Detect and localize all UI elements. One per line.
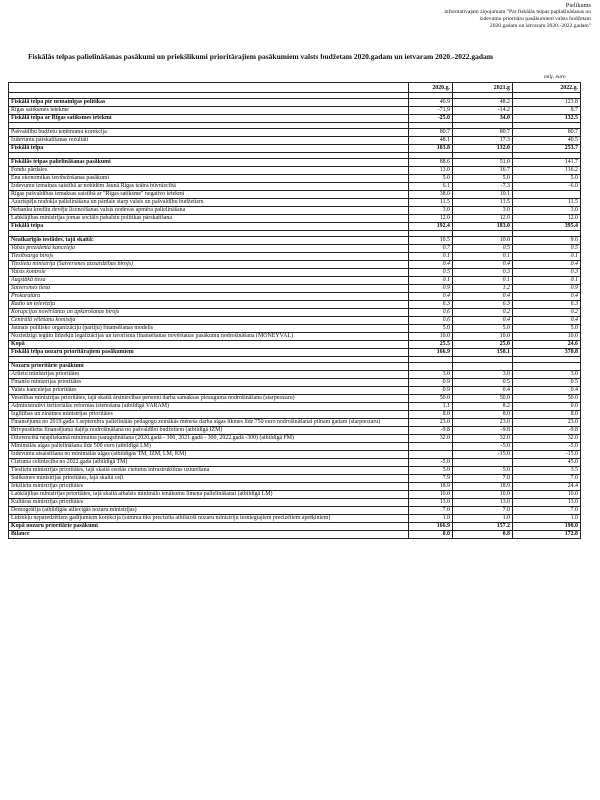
value-cell: 80.7: [513, 129, 581, 137]
row-label: Azartspēļu nodokļa palielināšana un pārdale starp valsts un pašvaldību budžetiem: [9, 199, 409, 207]
row-label: Ārlietu ministrijas prioritātes: [9, 371, 409, 379]
column-header: 2022.g.: [513, 83, 581, 93]
row-label: Cietuma celtniecība no 2022.gada (atbildīgā TM): [9, 459, 409, 467]
value-cell: 45.0: [513, 459, 581, 467]
value-cell: 48.1: [409, 137, 453, 145]
value-cell: 0.9: [409, 379, 453, 387]
value-cell: 16.7: [453, 167, 513, 175]
table-row: [9, 317, 581, 325]
document-title: Fiskālās telpas palielināšanas pasākumi un priekšlikumi prioritārajiem pasākumiem valsts budžetam 2020.gadam un ietvaram 2020.-2022.gadam: [28, 52, 494, 61]
value-cell: -25.0: [409, 115, 453, 123]
value-cell: 50.0: [409, 395, 453, 403]
value-cell: 1.1: [409, 403, 453, 411]
row-label: Labklājības ministrijas jomas sociālo pabalstu politikas pārskatīšana: [9, 215, 409, 223]
row-label: Korupcijas novēršanas un apkarošanas birojs: [9, 309, 409, 317]
table-row: [9, 107, 581, 115]
value-cell: 3.0: [409, 207, 453, 215]
value-cell: 3.0: [453, 207, 513, 215]
row-label: Neatkarīgās iestādes, tajā skaitā:: [9, 237, 409, 245]
value-cell: 5.0: [453, 175, 513, 183]
header-line-3: izdevumu prioritāro pasākumiem valsts budžetam: [479, 16, 591, 22]
value-cell: 6.3: [513, 301, 581, 309]
value-cell: 1.2: [453, 285, 513, 293]
table-row: [9, 395, 581, 403]
value-cell: -7.3: [453, 183, 513, 191]
table-row: [9, 293, 581, 301]
value-cell: 0.2: [453, 309, 513, 317]
row-label: Fiskālā telpa: [9, 145, 409, 153]
value-cell: 8.2: [453, 403, 513, 411]
column-header: [9, 83, 409, 93]
value-cell: 10.5: [409, 237, 453, 245]
value-cell: 8.0: [409, 411, 453, 419]
value-cell: 123.8: [513, 99, 581, 107]
row-label: Diferencētā neapliekamā minimuma paaugstināšana (2020.gadā - 300, 2021.gadā - 300, 2022.gadā -300) (atbildīgā FM): [9, 435, 409, 443]
value-cell: -9.8: [513, 427, 581, 435]
value-cell: 132.5: [513, 115, 581, 123]
value-cell: 0.6: [409, 317, 453, 325]
value-cell: 0.7: [409, 245, 453, 253]
value-cell: 5.0: [513, 175, 581, 183]
value-cell: 116.2: [513, 167, 581, 175]
value-cell: 0.8: [453, 531, 513, 539]
document-header: [444, 2, 591, 30]
table-row: [9, 183, 581, 191]
value-cell: 46.9: [409, 99, 453, 107]
value-cell: 0.5: [409, 269, 453, 277]
row-label: Izglītības un zinātnes ministrijas prioritātes: [9, 411, 409, 419]
value-cell: 0.5: [513, 379, 581, 387]
value-cell: 103.8: [409, 145, 453, 153]
value-cell: -14.2: [453, 107, 513, 115]
row-label: Minimālās algas palielināšana līdz 500 euro (atbildīgā LM): [9, 443, 409, 451]
value-cell: 12.0: [453, 215, 513, 223]
value-cell: 0.4: [513, 261, 581, 269]
value-cell: 5.0: [513, 325, 581, 333]
header-line-4: 2020.gadam un ietvaram 2020.-2022.gadam": [489, 23, 591, 29]
value-cell: 80.7: [409, 129, 453, 137]
value-cell: 0.1: [513, 253, 581, 261]
value-cell: [409, 443, 453, 451]
value-cell: -15.0: [513, 451, 581, 459]
row-label: Izdevumu pārskatīšanas rezultāti: [9, 137, 409, 145]
row-label: Noziedzīgi iegūtu līdzekļu legalizācijas un terorisma finansēšanas novēršanas pasākumu nodrošināšana (MONEYVAL): [9, 333, 409, 341]
table-row: [9, 99, 581, 107]
table-row: [9, 483, 581, 491]
row-label: Rīgas pašvaldības iemaksas saistībā ar "Rīgas satiksme" negatīvo ietekmi: [9, 191, 409, 199]
value-cell: 24.6: [513, 341, 581, 349]
value-cell: 10.0: [453, 333, 513, 341]
row-label: Augstākā tiesa: [9, 277, 409, 285]
row-label: Tieslietu ministrija (Satversmes aizsardzības birojs): [9, 261, 409, 269]
table-row: [9, 145, 581, 153]
value-cell: 0.4: [453, 317, 513, 325]
value-cell: 0.3: [513, 269, 581, 277]
value-cell: 10.0: [453, 237, 513, 245]
row-label: Iekšlietu ministrijas prioritātes: [9, 483, 409, 491]
row-label: Fiskālās telpas palielināšanas pasākumi: [9, 159, 409, 167]
row-label: Kopā nozaru prioritārie pasākumi: [9, 523, 409, 531]
value-cell: 80.7: [453, 129, 513, 137]
row-label: Nebanku kredītu devēju licencēšanas valsts nodevas apmēra palielināšana: [9, 207, 409, 215]
row-label: Izdevumu izmaiņas saistībā ar nobīdēm Jaunā Rīgas teātra būvniecībā: [9, 183, 409, 191]
table-row: [9, 237, 581, 245]
value-cell: [409, 451, 453, 459]
value-cell: 0.1: [453, 253, 513, 261]
value-cell: 3.0: [453, 371, 513, 379]
value-cell: -15.0: [453, 451, 513, 459]
value-cell: 0.1: [513, 277, 581, 285]
value-cell: 88.6: [409, 159, 453, 167]
value-cell: 11.5: [513, 199, 581, 207]
value-cell: 5.0: [409, 175, 453, 183]
value-cell: 50.0: [453, 395, 513, 403]
table-row: [9, 435, 581, 443]
unit-label: milj. euro: [544, 74, 566, 80]
value-cell: 32.0: [513, 435, 581, 443]
table-row: [9, 507, 581, 515]
value-cell: 253.7: [513, 145, 581, 153]
table-row: [9, 129, 581, 137]
value-cell: 51.0: [453, 159, 513, 167]
value-cell: 1.0: [513, 515, 581, 523]
table-row: [9, 371, 581, 379]
table-row: [9, 419, 581, 427]
row-label: Centrālā vēlēšanu komisija: [9, 317, 409, 325]
value-cell: [513, 191, 581, 199]
value-cell: 0.5: [453, 245, 513, 253]
value-cell: 6.3: [453, 301, 513, 309]
value-cell: 10.0: [453, 491, 513, 499]
value-cell: 10.1: [453, 191, 513, 199]
row-label: Labklājības ministrijas prioritātes, tajā skaitā atbalsts minimālo ienākumu līmeņa palielināšanai (atbildīgā LM): [9, 491, 409, 499]
value-cell: 141.7: [513, 159, 581, 167]
table-body: [9, 93, 581, 539]
row-label: Administratīvi teritoriālās reformas īstenošana (atbildīgā VARAM): [9, 403, 409, 411]
table-row: [9, 531, 581, 539]
value-cell: [513, 363, 581, 371]
value-cell: 32.0: [453, 435, 513, 443]
value-cell: 3.0: [513, 371, 581, 379]
value-cell: 0.4: [513, 387, 581, 395]
value-cell: 5.0: [409, 325, 453, 333]
value-cell: 0.9: [409, 387, 453, 395]
value-cell: 172.8: [513, 531, 581, 539]
value-cell: -71.9: [409, 107, 453, 115]
value-cell: 11.5: [409, 199, 453, 207]
value-cell: 7.0: [453, 507, 513, 515]
table-row: [9, 349, 581, 357]
value-cell: 0.6: [409, 309, 453, 317]
table-row: [9, 427, 581, 435]
value-cell: [453, 459, 513, 467]
table-row: [9, 159, 581, 167]
table-row: [9, 175, 581, 183]
table-row: [9, 137, 581, 145]
value-cell: 25.0: [453, 341, 513, 349]
value-cell: 0.4: [513, 293, 581, 301]
table-row: [9, 215, 581, 223]
row-label: Enu ekonomikas ierobežošanas pasākumi: [9, 175, 409, 183]
value-cell: 8.0: [453, 411, 513, 419]
table-header-row: [9, 83, 581, 93]
value-cell: -6.0: [513, 183, 581, 191]
value-cell: 34.0: [453, 115, 513, 123]
value-cell: -5.0: [513, 443, 581, 451]
table-row: [9, 199, 581, 207]
value-cell: 0.4: [453, 261, 513, 269]
value-cell: 0.4: [453, 293, 513, 301]
value-cell: 8.7: [513, 107, 581, 115]
row-label: Fiskālā telpa nozaru prioritārajiem pasākumiem: [9, 349, 409, 357]
table-row: [9, 411, 581, 419]
value-cell: 3.5: [513, 467, 581, 475]
row-label: Fiskālā telpa: [9, 223, 409, 231]
row-label: Satversmes tiesa: [9, 285, 409, 293]
value-cell: 9.6: [513, 237, 581, 245]
table-row: [9, 451, 581, 459]
table-row: [9, 325, 581, 333]
row-label: Izdevumu atsaistīšana no minimālās algas (atbildīgās TM, IZM, LM, KM): [9, 451, 409, 459]
table-row: [9, 167, 581, 175]
row-label: Tieslietu ministrijas prioritātes, tajā skaitā esošās cietumu infrastruktūras uzturēšana: [9, 467, 409, 475]
row-label: Prokuratūra: [9, 293, 409, 301]
row-label: Līdzekļu neparedzētiem gadījumiem korekcija (summa tiks precizēta atbilstoši nozaru ministriju iesniegtajiem precizētiem aprēķiniem): [9, 515, 409, 523]
value-cell: -5.0: [453, 443, 513, 451]
value-cell: 7.0: [513, 475, 581, 483]
value-cell: 192.4: [409, 223, 453, 231]
value-cell: 0.4: [409, 293, 453, 301]
value-cell: 48.2: [453, 99, 513, 107]
value-cell: 0.4: [513, 317, 581, 325]
row-label: Valsts prezidenta kanceleja: [9, 245, 409, 253]
value-cell: 17.3: [453, 137, 513, 145]
table-row: [9, 191, 581, 199]
row-label: Finansējums no 2019.gada 1.septembra palielinātās pedagogu zemākās mēneša darba algas likmes līdz 750 euro nodrošināšanai pilnam gadam (starpnozaru): [9, 419, 409, 427]
value-cell: 6.1: [409, 183, 453, 191]
value-cell: [409, 363, 453, 371]
value-cell: [453, 363, 513, 371]
table-row: [9, 333, 581, 341]
value-cell: -9.8: [409, 427, 453, 435]
value-cell: -5.0: [409, 459, 453, 467]
value-cell: 198.0: [513, 523, 581, 531]
value-cell: 0.9: [409, 285, 453, 293]
value-cell: 183.0: [453, 223, 513, 231]
value-cell: 1.0: [409, 515, 453, 523]
row-label: Nozaru prioritārie pasākumi: [9, 363, 409, 371]
table-row: [9, 309, 581, 317]
table-row: [9, 285, 581, 293]
value-cell: 18.9: [409, 483, 453, 491]
table-row: [9, 459, 581, 467]
value-cell: 40.5: [513, 137, 581, 145]
table-row: [9, 223, 581, 231]
header-line-2: informatīvajam ziņojumam "Par fiskālās telpas paplašināšanas un: [444, 9, 591, 15]
value-cell: 370.8: [513, 349, 581, 357]
row-label: Pašvaldību budžetu ieņēmumu korekcija: [9, 129, 409, 137]
table-row: [9, 515, 581, 523]
value-cell: 395.4: [513, 223, 581, 231]
value-cell: 166.9: [409, 349, 453, 357]
value-cell: 10.0: [409, 491, 453, 499]
row-label: Fondu pārdales: [9, 167, 409, 175]
value-cell: 25.5: [409, 341, 453, 349]
row-label: Fiskālā telpa ar Rīgas satiksmes ietekmi: [9, 115, 409, 123]
table-row: [9, 499, 581, 507]
value-cell: 13.0: [409, 167, 453, 175]
value-cell: 5.0: [453, 467, 513, 475]
header-line-1: Pielikums: [565, 2, 591, 9]
value-cell: 12.0: [409, 215, 453, 223]
table-row: [9, 475, 581, 483]
value-cell: 13.0: [453, 499, 513, 507]
table-row: [9, 207, 581, 215]
table-row: [9, 115, 581, 123]
row-label: Satiksmes ministrijas prioritātes, tajā skaitā ceļi: [9, 475, 409, 483]
row-label: Demogrāfija (atbildīgās atlieciģās nozaru ministrijas): [9, 507, 409, 515]
table-row: [9, 261, 581, 269]
row-label: Kopā: [9, 341, 409, 349]
column-header: 2020.g.: [409, 83, 453, 93]
value-cell: 0.5: [513, 245, 581, 253]
value-cell: 157.2: [453, 523, 513, 531]
value-cell: 6.3: [409, 301, 453, 309]
row-label: Radio un televīzija: [9, 301, 409, 309]
value-cell: 0.5: [453, 379, 513, 387]
row-label: Fiskālā telpa pie nemainīgas politikas: [9, 99, 409, 107]
value-cell: 13.0: [513, 499, 581, 507]
table-row: [9, 443, 581, 451]
value-cell: 8.0: [513, 411, 581, 419]
table-row: [9, 301, 581, 309]
budget-table: [8, 82, 581, 539]
value-cell: 0.9: [513, 285, 581, 293]
table-row: [9, 341, 581, 349]
value-cell: 0.4: [409, 261, 453, 269]
value-cell: 12.0: [513, 215, 581, 223]
value-cell: 13.0: [409, 499, 453, 507]
value-cell: 24.4: [513, 483, 581, 491]
table-row: [9, 269, 581, 277]
value-cell: 3.0: [513, 207, 581, 215]
value-cell: 10.0: [513, 491, 581, 499]
value-cell: 23.0: [513, 419, 581, 427]
row-label: Tiesībsarga birojs: [9, 253, 409, 261]
row-label: Finanšu ministrijas prioritātes: [9, 379, 409, 387]
value-cell: 0.1: [409, 277, 453, 285]
value-cell: 7.0: [513, 507, 581, 515]
value-cell: 0.0: [409, 531, 453, 539]
value-cell: 23.0: [409, 419, 453, 427]
table-row: [9, 245, 581, 253]
value-cell: -9.8: [453, 427, 513, 435]
value-cell: 166.9: [409, 523, 453, 531]
value-cell: 0.1: [409, 253, 453, 261]
value-cell: 3.0: [409, 371, 453, 379]
value-cell: 0.3: [453, 269, 513, 277]
row-label: Jaunais politisko organizāciju (partiju) finansēšanas modelis: [9, 325, 409, 333]
value-cell: 132.0: [453, 145, 513, 153]
value-cell: 0.4: [453, 387, 513, 395]
value-cell: 5.0: [409, 467, 453, 475]
table-row: [9, 491, 581, 499]
value-cell: 7.9: [409, 475, 453, 483]
table-row: [9, 523, 581, 531]
row-label: Kultūras ministrijas prioritātes: [9, 499, 409, 507]
row-label: Valsts kontrole: [9, 269, 409, 277]
value-cell: 11.5: [453, 199, 513, 207]
value-cell: 10.0: [409, 333, 453, 341]
table-row: [9, 363, 581, 371]
value-cell: 23.0: [453, 419, 513, 427]
table-row: [9, 379, 581, 387]
value-cell: 10.0: [513, 333, 581, 341]
row-label: Rīgas satiksmes ietekme: [9, 107, 409, 115]
value-cell: 38.0: [409, 191, 453, 199]
value-cell: 18.9: [453, 483, 513, 491]
table-row: [9, 253, 581, 261]
row-label: Valsts kancelejas prioritātes: [9, 387, 409, 395]
value-cell: 50.0: [513, 395, 581, 403]
table-row: [9, 403, 581, 411]
table-row: [9, 467, 581, 475]
row-label: Bilance: [9, 531, 409, 539]
value-cell: 0.1: [453, 277, 513, 285]
value-cell: 0.2: [513, 309, 581, 317]
value-cell: 5.0: [453, 325, 513, 333]
table-row: [9, 277, 581, 285]
value-cell: 7.0: [409, 507, 453, 515]
row-label: Veselības ministrijas prioritātes, tajā skaitā ārstniecības personu darba samaksas pieauguma nodrošināšana (starpnozaru): [9, 395, 409, 403]
column-header: 2021.g: [453, 83, 513, 93]
value-cell: 32.0: [409, 435, 453, 443]
value-cell: 7.0: [453, 475, 513, 483]
value-cell: 158.1: [453, 349, 513, 357]
value-cell: 1.0: [453, 515, 513, 523]
value-cell: 0.0: [513, 403, 581, 411]
row-label: Brīvpusdienu finansējuma daļēja nodrošināšana no pašvaldību budžetiem (atbildīgā IZM): [9, 427, 409, 435]
table-row: [9, 387, 581, 395]
